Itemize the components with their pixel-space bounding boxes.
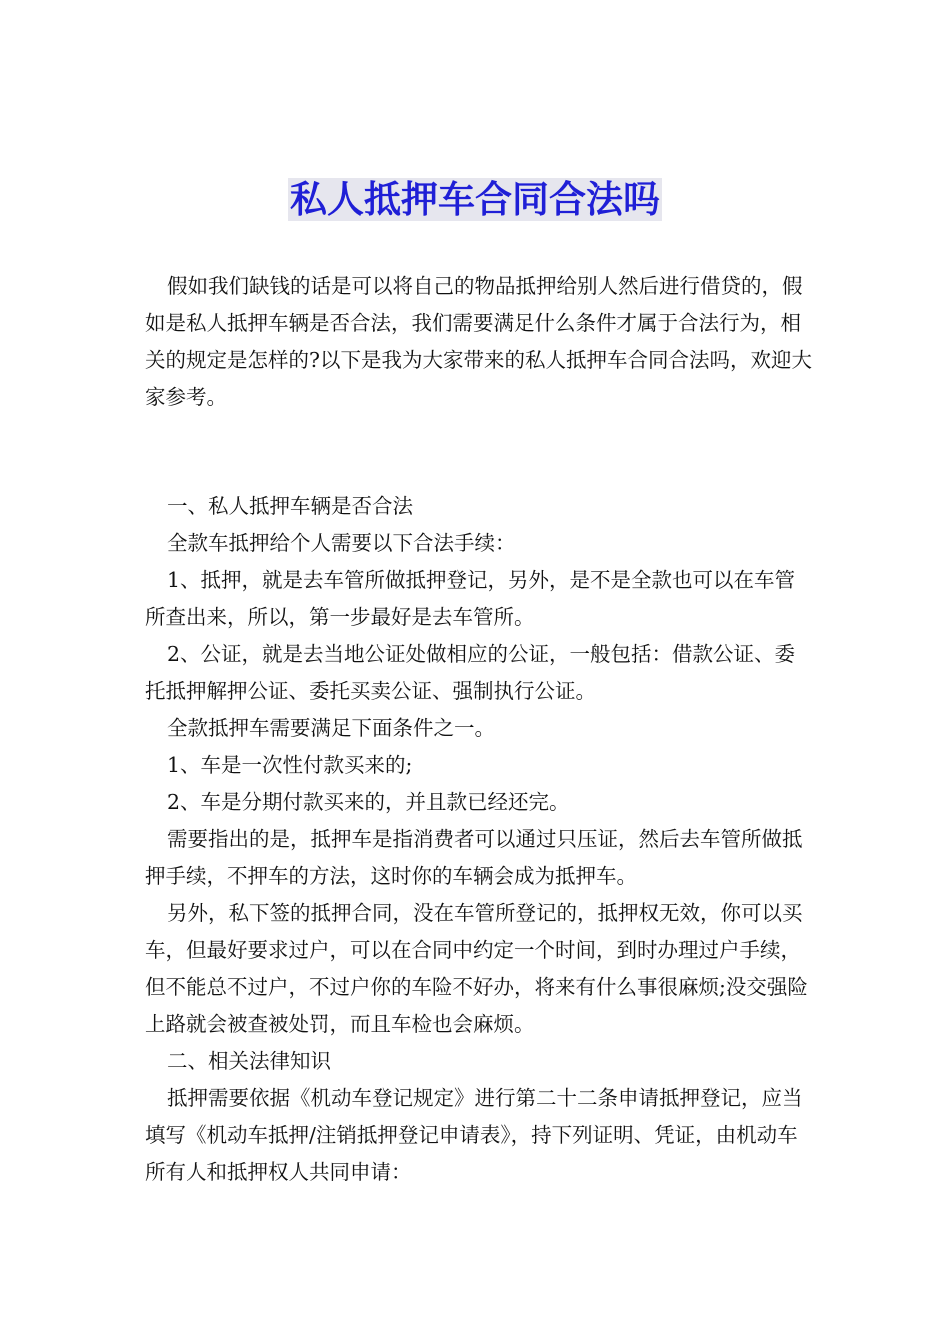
title-text: 私人抵押车合同合法吗 — [290, 178, 660, 221]
paragraph: 1、抵押，就是去车管所做抵押登记，另外，是不是全款也可以在车管所查出来，所以，第一步最好是去车管所。 — [145, 568, 796, 629]
intro-text: 假如我们缺钱的话是可以将自己的物品抵押给别人然后进行借贷的，假如是私人抵押车辆是否合法，我们需要满足什么条件才属于合法行为，相关的规定是怎样的?以下是我为大家带来的私人抵押车合同合法吗，欢迎大家参考。 — [145, 274, 812, 409]
paragraph: 另外，私下签的抵押合同，没在车管所登记的，抵押权无效，你可以买车，但最好要求过户，可以在合同中约定一个时间，到时办理过户手续，但不能总不过户，不过户你的车险不好办，将来有什么事很麻烦;没交强险上路就会被查被处罚，而且车检也会麻烦。 — [145, 901, 808, 1036]
section-heading-2: 二、相关法律知识 — [167, 1049, 331, 1073]
paragraph: 需要指出的是，抵押车是指消费者可以通过只压证，然后去车管所做抵押手续，不押车的方法，这时你的车辆会成为抵押车。 — [145, 827, 803, 888]
paragraph: 2、公证，就是去当地公证处做相应的公证，一般包括：借款公证、委托抵押解押公证、委托买卖公证、强制执行公证。 — [145, 642, 796, 703]
paragraph: 全款抵押车需要满足下面条件之一。 — [167, 716, 495, 740]
paragraph: 抵押需要依据《机动车登记规定》进行第二十二条申请抵押登记，应当填写《机动车抵押/注销抵押登记申请表》，持下列证明、凭证，由机动车所有人和抵押权人共同申请： — [145, 1086, 803, 1184]
paragraph: 2、车是分期付款买来的，并且款已经还完。 — [167, 790, 570, 814]
paragraph: 全款车抵押给个人需要以下合法手续： — [167, 531, 516, 555]
paragraph: 1、车是一次性付款买来的; — [167, 753, 413, 777]
main-content — [145, 488, 813, 1191]
intro-paragraph — [145, 268, 813, 416]
section-heading-1: 一、私人抵押车辆是否合法 — [167, 494, 413, 518]
document-title — [0, 176, 950, 224]
